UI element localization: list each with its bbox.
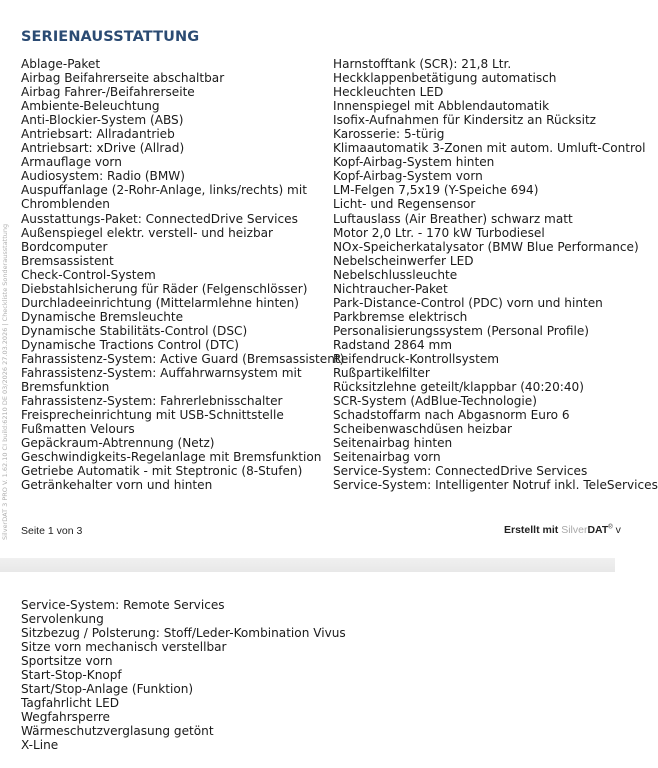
equipment-item: Audiosystem: Radio (BMW)	[21, 169, 185, 184]
brand-dat: DAT	[587, 524, 609, 536]
equipment-item: Ausstattungs-Paket: ConnectedDrive Services	[21, 211, 298, 226]
equipment-item: Reifendruck-Kontrollsystem	[333, 351, 500, 366]
equipment-item: Fahrassistenz-System: Active Guard (Bremsassistent)	[21, 351, 345, 366]
equipment-item: Dynamische Tractions Control (DTC)	[21, 337, 239, 352]
equipment-item: Geschwindigkeits-Regelanlage mit Bremsfunktion	[21, 450, 322, 465]
equipment-item: Bremsfunktion	[21, 380, 110, 395]
equipment-item: Service-System: Remote Services	[21, 598, 225, 612]
equipment-item: Start/Stop-Anlage (Funktion)	[21, 682, 194, 697]
equipment-item: Gepäckraum-Abtrennung (Netz)	[21, 436, 215, 451]
equipment-list-continued	[21, 598, 346, 753]
equipment-item: Check-Control-System	[21, 267, 156, 282]
equipment-item: Dynamische Stabilitäts-Control (DSC)	[21, 323, 248, 338]
equipment-item: Dynamische Bremsleuchte	[21, 309, 184, 324]
equipment-item: Fahrassistenz-System: Fahrerlebnisschalter	[21, 394, 283, 409]
equipment-item: Nichtraucher-Paket	[333, 281, 448, 296]
equipment-item: Innenspiegel mit Abblendautomatik	[333, 99, 550, 114]
equipment-item: Tagfahrlicht LED	[21, 696, 120, 711]
equipment-item: Heckklappenbetätigung automatisch	[333, 71, 557, 86]
equipment-item: Service-System: ConnectedDrive Services	[333, 464, 588, 479]
page-separator	[0, 558, 615, 572]
equipment-list-right	[333, 57, 658, 492]
document-page-2	[0, 572, 615, 768]
equipment-item: Karosserie: 5-türig	[333, 127, 445, 142]
equipment-item: Rußpartikelfilter	[333, 366, 430, 381]
equipment-item: Airbag Beifahrerseite abschaltbar	[21, 71, 225, 86]
equipment-item: Schadstoffarm nach Abgasnorm Euro 6	[333, 408, 570, 423]
brand-suffix: v	[615, 524, 621, 536]
equipment-item: X-Line	[21, 738, 59, 753]
equipment-item: Rücksitzlehne geteilt/klappbar (40:20:40)	[333, 380, 584, 395]
equipment-item: Sitze vorn mechanisch verstellbar	[21, 640, 227, 655]
equipment-item: Isofix-Aufnahmen für Kindersitz an Rücksitz	[333, 113, 597, 128]
equipment-item: Kopf-Airbag-System hinten	[333, 155, 495, 170]
equipment-item: Chromblenden	[21, 197, 110, 212]
brand-silver: Silver	[561, 524, 588, 536]
equipment-item: Auspuffanlage (2-Rohr-Anlage, links/rechts) mit	[21, 183, 307, 198]
equipment-item: Durchladeeinrichtung (Mittelarmlehne hinten)	[21, 295, 300, 310]
equipment-item: Wärmeschutzverglasung getönt	[21, 724, 214, 739]
equipment-item: Licht- und Regensensor	[333, 197, 476, 212]
equipment-item: Fahrassistenz-System: Auffahrwarnsystem mit	[21, 366, 302, 381]
equipment-item: LM-Felgen 7,5x19 (Y-Speiche 694)	[333, 183, 539, 198]
equipment-item: Antriebsart: Allradantrieb	[21, 127, 175, 142]
equipment-item: Diebstahlsicherung für Räder (Felgenschlösser)	[21, 281, 308, 296]
footer-branding	[504, 524, 621, 536]
section-title: SERIENAUSSTATTUNG	[21, 29, 200, 45]
equipment-item: SCR-System (AdBlue-Technologie)	[333, 394, 537, 409]
equipment-item: Motor 2,0 Ltr. - 170 kW Turbodiesel	[333, 225, 545, 240]
equipment-item: Wegfahrsperre	[21, 710, 110, 725]
equipment-item: Start-Stop-Knopf	[21, 668, 122, 683]
equipment-item: Ambiente-Beleuchtung	[21, 99, 160, 114]
equipment-item: Außenspiegel elektr. verstell- und heizbar	[21, 225, 274, 240]
equipment-item: Personalisierungssystem (Personal Profile)	[333, 323, 590, 338]
equipment-item: Fußmatten Velours	[21, 422, 135, 437]
equipment-item: Getränkehalter vorn und hinten	[21, 478, 213, 493]
registered-mark: ®	[608, 524, 613, 531]
equipment-item: Anti-Blockier-System (ABS)	[21, 113, 184, 128]
equipment-item: Ablage-Paket	[21, 57, 101, 71]
equipment-item: Service-System: Intelligenter Notruf inkl. TeleServices	[333, 478, 658, 493]
equipment-item: Nebelschlussleuchte	[333, 267, 458, 282]
equipment-item: Luftauslass (Air Breather) schwarz matt	[333, 211, 573, 226]
equipment-item: Klimaautomatik 3-Zonen mit autom. Umluft-Control	[333, 141, 646, 156]
created-with-label: Erstellt mit	[504, 524, 559, 536]
equipment-item: Park-Distance-Control (PDC) vorn und hinten	[333, 295, 603, 310]
equipment-item: Nebelscheinwerfer LED	[333, 253, 474, 268]
equipment-list-left	[21, 57, 344, 492]
equipment-item: Kopf-Airbag-System vorn	[333, 169, 483, 184]
page-number: Seite 1 von 3	[21, 525, 83, 537]
equipment-item: Scheibenwaschdüsen heizbar	[333, 422, 512, 437]
equipment-item: Servolenkung	[21, 612, 104, 627]
equipment-item: NOx-Speicherkatalysator (BMW Blue Performance)	[333, 239, 639, 254]
equipment-item: Seitenairbag hinten	[333, 436, 453, 451]
equipment-item: Bremsassistent	[21, 253, 114, 268]
equipment-item: Parkbremse elektrisch	[333, 309, 468, 324]
equipment-item: Getriebe Automatik - mit Steptronic (8-Stufen)	[21, 464, 303, 479]
equipment-item: Bordcomputer	[21, 239, 108, 254]
equipment-item: Sitzbezug / Polsterung: Stoff/Leder-Kombination Vivus	[21, 626, 346, 641]
equipment-item: Heckleuchten LED	[333, 85, 444, 100]
equipment-item: Freisprecheinrichtung mit USB-Schnittstelle	[21, 408, 284, 423]
equipment-item: Antriebsart: xDrive (Allrad)	[21, 141, 185, 156]
equipment-item: Armauflage vorn	[21, 155, 122, 170]
equipment-item: Radstand 2864 mm	[333, 337, 453, 352]
equipment-item: Sportsitze vorn	[21, 654, 113, 669]
side-build-info: SilverDAT 3 PRO V. 1.62.10 CI build:6210 DE 03/2026 27.03.2026 | Checkliste Sonderausstattung	[1, 223, 9, 540]
equipment-item: Harnstofftank (SCR): 21,8 Ltr.	[333, 57, 512, 71]
equipment-item: Airbag Fahrer-/Beifahrerseite	[21, 85, 195, 100]
equipment-item: Seitenairbag vorn	[333, 450, 441, 465]
